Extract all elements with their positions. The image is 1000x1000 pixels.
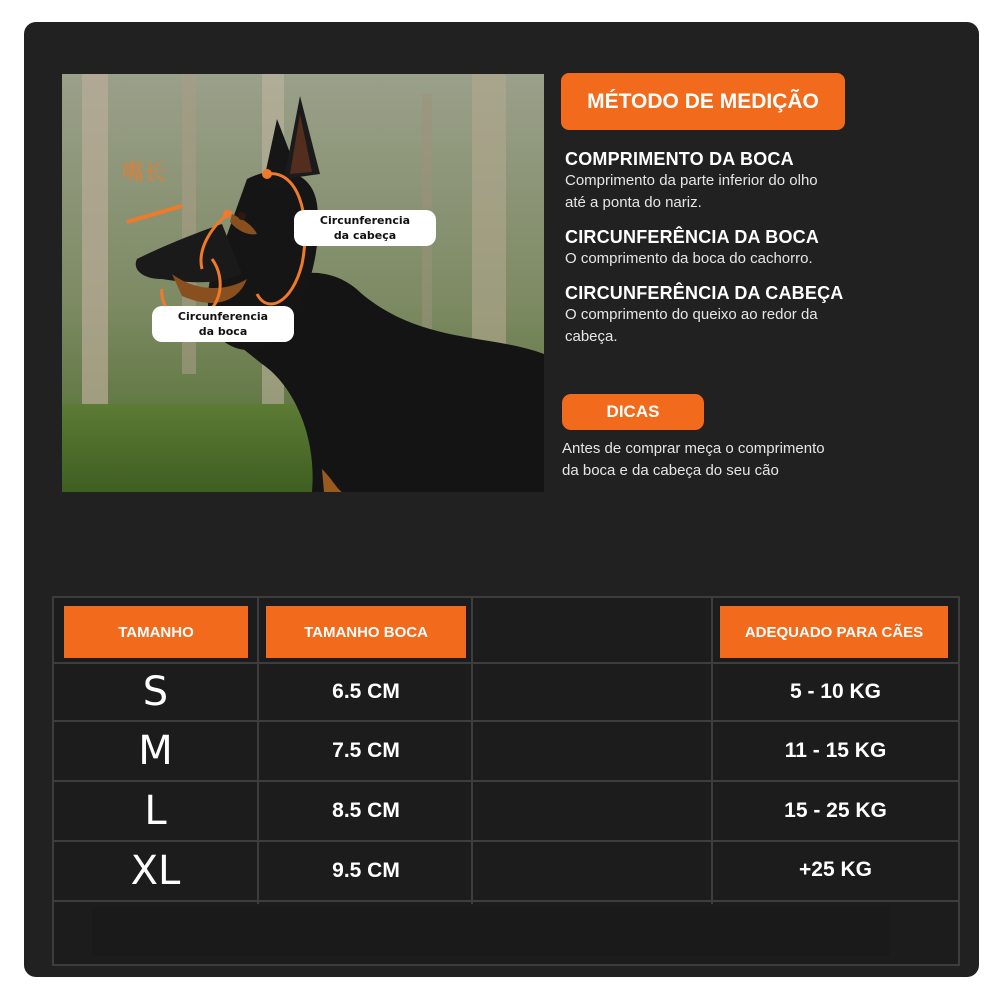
info-text: cabeça. <box>565 328 618 345</box>
table-footer <box>92 906 890 956</box>
table-row-mouth: 6.5 CM <box>332 680 400 703</box>
table-row-size: S <box>142 669 169 715</box>
size-guide-card <box>24 22 979 977</box>
table-row-fit: 11 - 15 KG <box>784 739 887 762</box>
table-row-fit: 5 - 10 KG <box>789 680 882 703</box>
info-mouth-circumference <box>565 226 885 270</box>
header-mouth-size: TAMANHO BOCA <box>266 606 466 658</box>
table-row-fit: +25 KG <box>799 858 872 881</box>
info-mouth-length <box>565 148 885 214</box>
method-title-badge: MÉTODO DE MEDIÇÃO <box>561 73 845 130</box>
info-text: O comprimento do queixo ao redor da <box>565 306 818 323</box>
info-heading: CIRCUNFERÊNCIA DA BOCA <box>565 227 820 247</box>
info-text: até a ponta do nariz. <box>565 194 702 211</box>
info-heading: COMPRIMENTO DA BOCA <box>565 149 794 169</box>
chinese-length-label: 嘴长 <box>122 161 167 186</box>
table-row-mouth: 7.5 CM <box>332 739 400 762</box>
size-table <box>52 596 960 966</box>
header-suitable-dogs: ADEQUADO PARA CÃES <box>720 606 948 658</box>
info-text: O comprimento da boca do cachorro. <box>565 250 813 267</box>
info-text: Comprimento da parte inferior do olho <box>565 172 818 189</box>
head-circumference-label: Circunferencia da cabeça <box>294 210 436 246</box>
table-row-fit: 15 - 25 KG <box>784 799 887 822</box>
dog-photo <box>62 74 544 492</box>
table-row-size: L <box>144 788 167 834</box>
mouth-circumference-label: Circunferencia da boca <box>152 306 294 342</box>
tips-text: Antes de comprar meça o comprimento da boca e da cabeça do seu cão <box>562 440 825 479</box>
table-row-mouth: 9.5 CM <box>332 859 400 882</box>
table-row-size: M <box>138 728 173 774</box>
table-row-size: XL <box>130 848 181 894</box>
info-heading: CIRCUNFERÊNCIA DA CABEÇA <box>565 283 844 303</box>
table-row-mouth: 8.5 CM <box>332 799 400 822</box>
info-head-circumference <box>565 282 885 348</box>
tips-badge: DICAS <box>562 394 704 430</box>
header-size: TAMANHO <box>64 606 248 658</box>
row-divider <box>54 900 958 902</box>
doberman-illustration <box>62 74 544 492</box>
